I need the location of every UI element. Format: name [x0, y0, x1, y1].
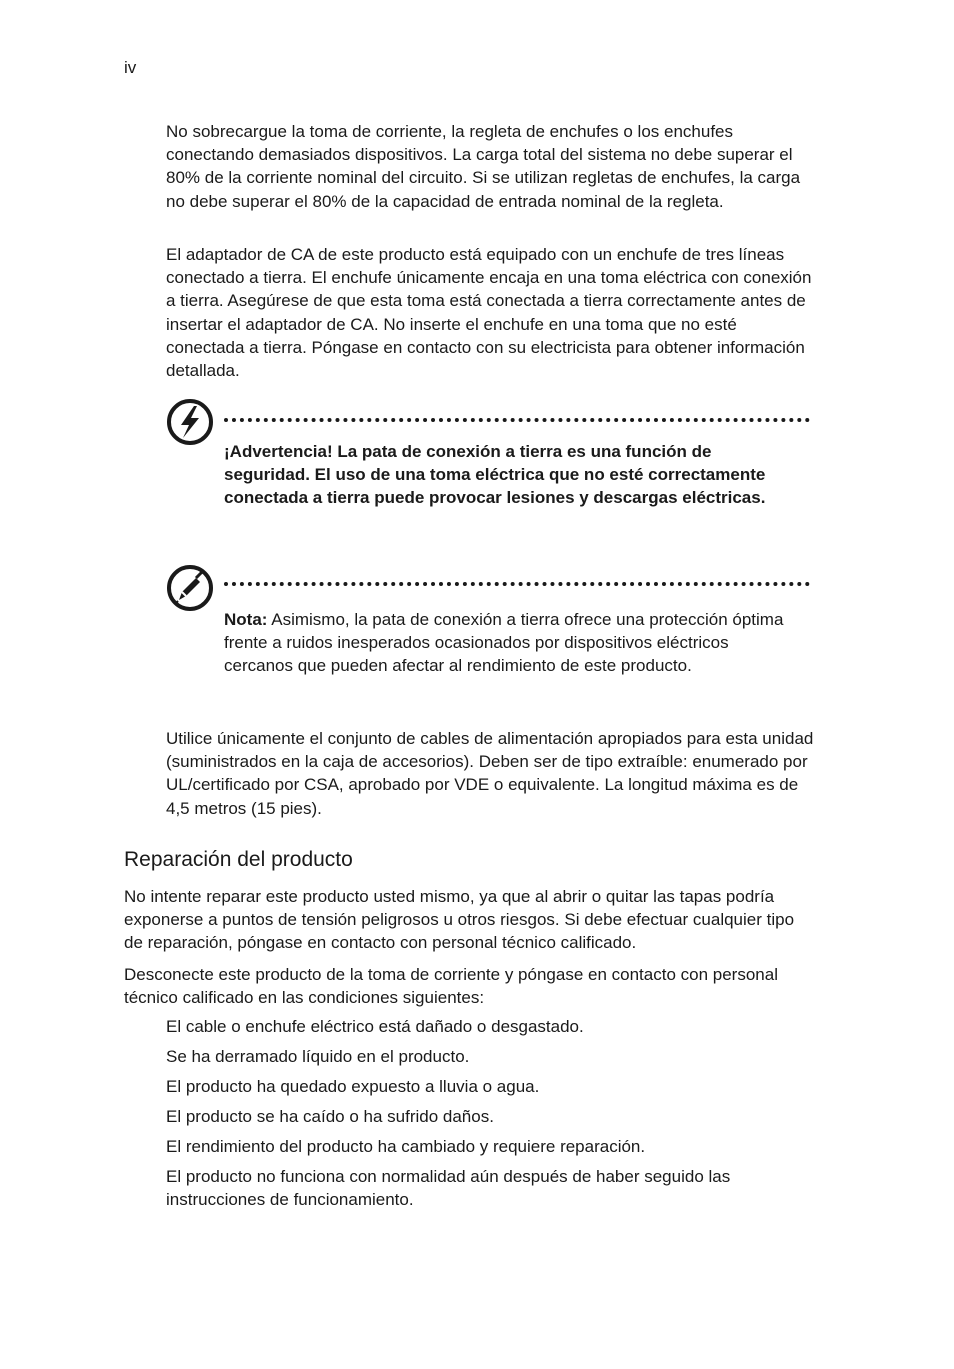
note-pen-icon — [166, 564, 214, 612]
paragraph-adapter: El adaptador de CA de este producto está equipado con un enchufe de tres líneas conectado a tierra. El enchufe únicamente encaja en una toma eléctrica con conexión a tierra. Asegúrese de que esta toma está conectada a tierra correctamente antes de insertar el adaptador de CA. No inserte el enchufe en una toma que no esté conectada a tierra. Póngase en contacto con su electricista para obtener información detallada. — [166, 245, 812, 381]
note-body: Asimismo, la pata de conexión a tierra ofrece una protección óptima frente a ruidos inesperados ocasionados por dispositivos eléctricos cercanos que pueden afectar al rendimiento de este producto. — [224, 610, 784, 676]
page-number: iv — [124, 58, 137, 77]
list-item: El rendimiento del producto ha cambiado y requiere reparación. — [166, 1137, 646, 1156]
list-item: El producto se ha caído o ha sufrido daños. — [166, 1107, 494, 1126]
paragraph-disconnect: Desconecte este producto de la toma de corriente y póngase en contacto con personal técnico calificado en las condiciones siguientes: — [124, 965, 778, 1008]
paragraph-overload: No sobrecargue la toma de corriente, la regleta de enchufes o los enchufes conectando demasiados dispositivos. La carga total del sistema no debe superar el 80% de la corriente nominal del circuito. Si se utilizan regletas de enchufes, la carga no debe superar el 80% de la capacidad de entrada nominal de la regleta. — [166, 122, 801, 211]
note-label: Nota: — [224, 610, 268, 629]
paragraph-cables: Utilice únicamente el conjunto de cables de alimentación apropiados para esta unidad (suministrados en la caja de accesorios). Deben ser de tipo extraíble: enumerado por UL/certificado por CSA, aprobado por VDE o equivalente. La longitud máxima es de 4,5 metros (15 pies). — [166, 729, 814, 818]
section-heading: Reparación del producto — [124, 848, 353, 871]
warning-text: ¡Advertencia! La pata de conexión a tierra es una función de seguridad. El uso de una toma eléctrica que no esté correctamente conectada a tierra puede provocar lesiones y descargas eléctricas. — [224, 442, 766, 508]
note-text — [224, 608, 794, 678]
list-item: El producto ha quedado expuesto a lluvia o agua. — [166, 1077, 540, 1096]
divider — [224, 418, 810, 422]
warning-lightning-icon — [166, 398, 214, 446]
paragraph-repair: No intente reparar este producto usted mismo, ya que al abrir o quitar las tapas podría exponerse a puntos de tensión peligrosos u otros riesgos. Si debe efectuar cualquier tipo de reparación, póngase en contacto con personal técnico calificado. — [124, 887, 795, 953]
list-item: El cable o enchufe eléctrico está dañado o desgastado. — [166, 1017, 584, 1036]
divider — [224, 582, 810, 586]
list-item: El producto no funciona con normalidad aún después de haber seguido las instrucciones de funcionamiento. — [166, 1167, 731, 1210]
list-item: Se ha derramado líquido en el producto. — [166, 1047, 470, 1066]
